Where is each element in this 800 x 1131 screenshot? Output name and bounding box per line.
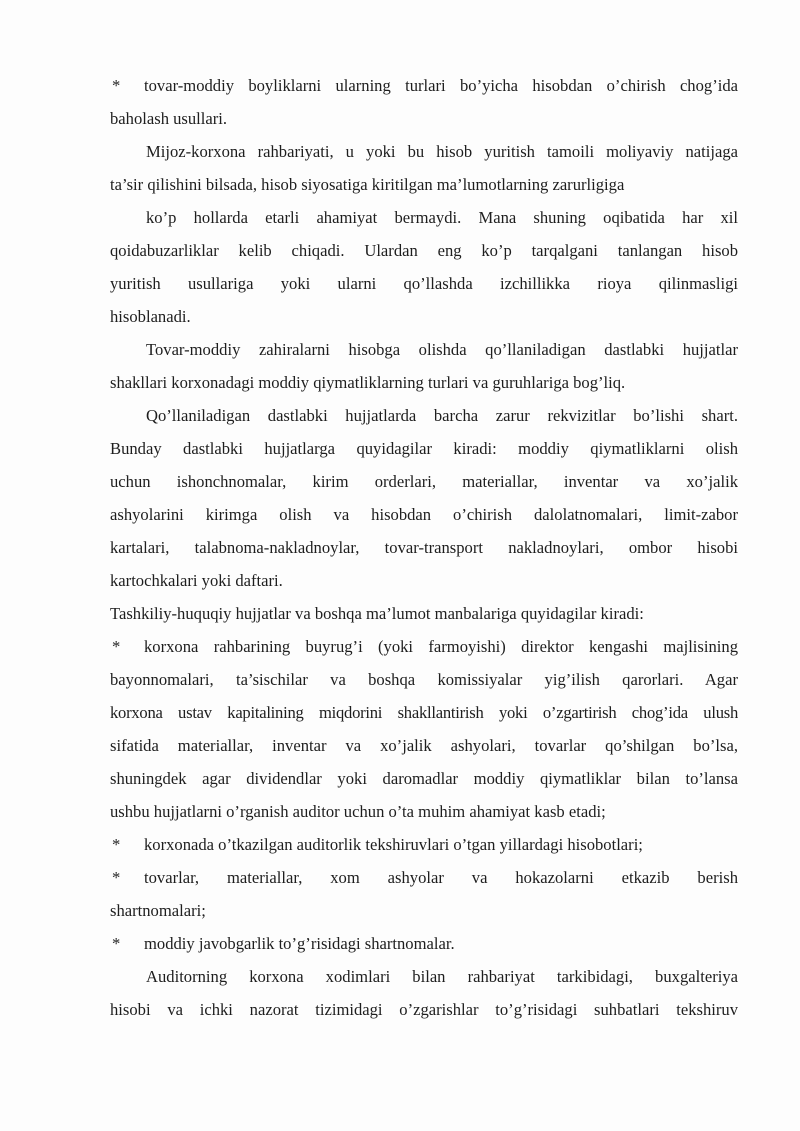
line-text: moddiy javobgarlik to’g’risidagi shartnomalar. xyxy=(144,934,455,953)
text-line xyxy=(110,366,738,399)
line-text: kartochkalari yoki daftari. xyxy=(110,571,283,590)
line-text: Mijoz-korxona rahbariyati, u yoki bu hisob yuritish tamoili moliyaviy natijaga xyxy=(146,142,738,161)
text-line xyxy=(110,894,738,927)
text-line xyxy=(110,630,738,663)
line-text: baholash usullari. xyxy=(110,109,228,128)
line-text: sifatida materiallar, inventar va xo’jalik ashyolari, tovarlar qo’shilgan bo’lsa, xyxy=(110,736,738,755)
text-line xyxy=(110,531,738,564)
line-text: ko’p hollarda etarli ahamiyat bermaydi. Mana shuning oqibatida har xil xyxy=(146,208,738,227)
line-text: korxona rahbarining buyrug’i (yoki farmoyishi) direktor kengashi majlisining xyxy=(144,637,738,656)
text-line xyxy=(110,663,738,696)
bullet-marker: * xyxy=(112,835,121,854)
text-line xyxy=(110,828,738,861)
line-text: ushbu hujjatlarni o’rganish auditor uchun o’ta muhim ahamiyat kasb etadi; xyxy=(110,802,606,821)
line-text: uchun ishonchnomalar, kirim orderlari, materiallar, inventar va xo’jalik xyxy=(110,472,738,491)
text-line xyxy=(110,498,738,531)
text-line xyxy=(110,993,738,1026)
text-line xyxy=(110,201,738,234)
line-text: ta’sir qilishini bilsada, hisob siyosatiga kiritilgan ma’lumotlarning zarurligiga xyxy=(110,175,625,194)
line-text: tovarlar, materiallar, xom ashyolar va hokazolarni etkazib berish xyxy=(144,868,738,887)
text-line xyxy=(110,135,738,168)
text-line xyxy=(110,960,738,993)
text-line xyxy=(110,762,738,795)
line-text: korxonada o’tkazilgan auditorlik tekshiruvlari o’tgan yillardagi hisobotlari; xyxy=(144,835,643,854)
line-text: hisoblanadi. xyxy=(110,307,191,326)
bullet-marker: * xyxy=(112,637,121,656)
text-line xyxy=(110,861,738,894)
line-text: tovar-moddiy boyliklarni ularning turlari bo’yicha hisobdan o’chirish chog’ida xyxy=(144,76,738,95)
text-line xyxy=(110,564,738,597)
line-text: ashyolarini kirimga olish va hisobdan o’chirish dalolatnomalari, limit-zabor xyxy=(110,505,738,524)
text-line xyxy=(110,597,738,630)
page-text xyxy=(110,69,738,1026)
text-line xyxy=(110,399,738,432)
text-line xyxy=(110,465,738,498)
text-line xyxy=(110,234,738,267)
bullet-marker: * xyxy=(112,76,121,95)
text-line xyxy=(110,69,738,102)
text-line xyxy=(110,795,738,828)
line-text: Qo’llaniladigan dastlabki hujjatlarda barcha zarur rekvizitlar bo’lishi shart. xyxy=(146,406,738,425)
line-text: yuritish usullariga yoki ularni qo’llashda izchillikka rioya qilinmasligi xyxy=(110,274,738,293)
line-text: Bunday dastlabki hujjatlarga quyidagilar kiradi: moddiy qiymatliklarni olish xyxy=(110,439,738,458)
bullet-marker: * xyxy=(112,868,121,887)
line-text: Auditorning korxona xodimlari bilan rahbariyat tarkibidagi, buxgalteriya xyxy=(146,967,738,986)
line-text: Tovar-moddiy zahiralarni hisobga olishda qo’llaniladigan dastlabki hujjatlar xyxy=(146,340,738,359)
text-line xyxy=(110,927,738,960)
text-line xyxy=(110,333,738,366)
line-text: bayonnomalari, ta’sischilar va boshqa komissiyalar yig’ilish qarorlari. Agar xyxy=(110,670,738,689)
line-text: shartnomalari; xyxy=(110,901,206,920)
line-text: kartalari, talabnoma-nakladnoylar, tovar-transport nakladnoylari, ombor hisobi xyxy=(110,538,738,557)
text-line xyxy=(110,168,738,201)
bullet-marker: * xyxy=(112,934,121,953)
line-text: korxona ustav kapitalining miqdorini shakllantirish yoki o’zgartirish chog’ida ulush xyxy=(110,703,738,722)
text-line xyxy=(110,432,738,465)
text-line xyxy=(110,267,738,300)
text-line xyxy=(110,102,738,135)
line-text: shuningdek agar dividendlar yoki daromadlar moddiy qiymatliklar bilan to’lansa xyxy=(110,769,738,788)
line-text: hisobi va ichki nazorat tizimidagi o’zgarishlar to’g’risidagi suhbatlari tekshiruv xyxy=(110,1000,738,1019)
text-line xyxy=(110,696,738,729)
text-line xyxy=(110,729,738,762)
text-line xyxy=(110,300,738,333)
line-text: qoidabuzarliklar kelib chiqadi. Ulardan eng ko’p tarqalgani tanlangan hisob xyxy=(110,241,738,260)
line-text: shakllari korxonadagi moddiy qiymatliklarning turlari va guruhlariga bog’liq. xyxy=(110,373,626,392)
line-text: Tashkiliy-huquqiy hujjatlar va boshqa ma’lumot manbalariga quyidagilar kiradi: xyxy=(110,604,644,623)
